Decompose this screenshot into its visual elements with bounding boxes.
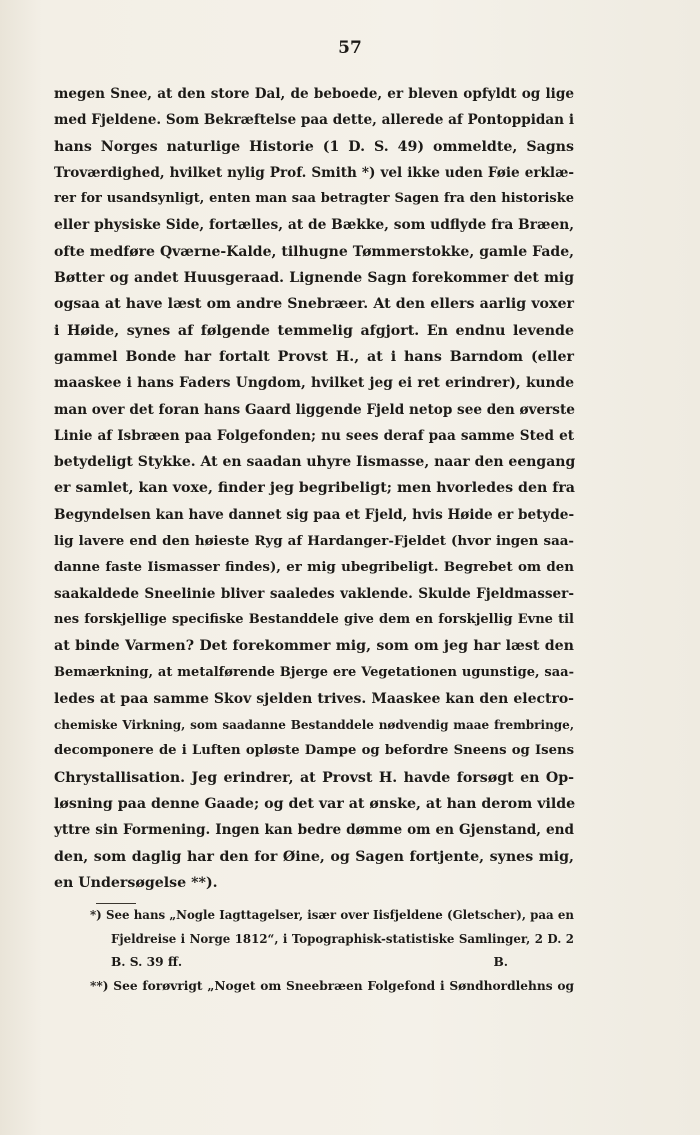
text-line: megen Snee, at den store Dal, de beboede, er bleven opfyldt og lige [54,86,574,102]
footnote-line: Fjeldreise i Norge 1812“, i Topographisk-statistiske Samlinger, 2 D. 2 [111,931,574,946]
footnotes [54,904,574,998]
body-text [54,81,574,896]
text-line: danne faste Iismasser findes), er mig ubegribeligt. Begrebet om den [54,559,574,576]
text-line: ofte medføre Qværne-Kalde, tilhugne Tømmerstokke, gamle Fade, [54,243,574,260]
text-line: saakaldede Sneelinie bliver saaledes vaklende. Skulde Fjeldmasser- [54,585,574,602]
text-line: man over det foran hans Gaard liggende Fjeld netop see den øverste [54,401,575,418]
text-line: med Fjeldene. Som Bekræftelse paa dette, allerede af Pontoppidan i [54,112,574,129]
text-line: maaskee i hans Faders Ungdom, hvilket jeg ei ret erindrer), kunde [54,375,574,392]
footnote-line: *) See hans „Nogle Iagttagelser, især over Iisfjeldene (Gletscher), paa en [90,908,574,922]
text-line: lig lavere end den høieste Ryg af Hardanger-Fjeldet (hvor ingen saa- [54,533,574,550]
text-line: rer for usandsynligt, enten man saa betragter Sagen fra den historiske [54,191,574,207]
text-line: hans Norges naturlige Historie (1 D. S. 49) ommeldte, Sagns [54,138,574,155]
text-line: decomponere de i Luften opløste Dampe og befordre Sneens og Isens [54,743,574,759]
text-line: eller physiske Side, fortælles, at de Bække, som udflyde fra Bræen, [54,217,575,234]
text-line: yttre sin Formening. Ingen kan bedre dømme om en Gjenstand, end [54,822,574,839]
text-line: Bemærkning, at metalførende Bjerge ere Vegetationen ugunstige, saa- [54,664,574,680]
text-line: nes forskjellige specifiske Bestanddele give dem en forskjellig Evne til [54,611,574,627]
text-line: løsning paa denne Gaade; og det var at ønske, at han derom vilde [54,796,576,813]
footnote-line: **) See forøvrigt „Noget om Sneebræen Folgefond i Søndhordlehns og [90,978,574,993]
footnote-line-text: B. S. 39 ff. [111,955,183,969]
text-line: Bøtter og andet Huusgeraad. Lignende Sagn forekommer det mig [54,270,574,287]
text-line: den, som daglig har den for Øine, og Sagen fortjente, synes mig, [54,848,574,865]
text-line: ogsaa at have læst om andre Snebræer. At den ellers aarlig voxer [54,296,574,313]
page-number: 57 [338,38,362,58]
footnote-line-with-signature [54,951,574,975]
text-line: at binde Varmen? Det forekommer mig, som om jeg har læst den [54,638,574,655]
text-line: i Høide, synes af følgende temmelig afgjort. En endnu levende [54,322,574,339]
text-line: Linie af Isbræen paa Folgefonden; nu sees deraf paa samme Sted et [54,427,574,444]
text-line: gammel Bonde har fortalt Provst H., at i hans Barndom (eller [54,348,574,365]
text-line: er samlet, kan voxe, finder jeg begribeligt; men hvorledes den fra [54,480,575,497]
text-line: Begyndelsen kan have dannet sig paa et Fjeld, hvis Høide er betyde- [54,506,575,523]
text-line: chemiske Virkning, som saadanne Bestanddele nødvendig maae frembringe, [54,718,574,733]
text-line: en Undersøgelse **). [54,874,218,891]
footnote-signature: B. [493,955,508,969]
text-line: betydeligt Stykke. At en saadan uhyre Iismasse, naar den eengang [54,454,576,471]
text-line: Troværdighed, hvilket nylig Prof. Smith *) vel ikke uden Føie erklæ- [54,164,574,181]
text-line: Chrystallisation. Jeg erindrer, at Provst H. havde forsøgt en Op- [54,769,574,786]
text-line: ledes at paa samme Skov sjelden trives. Maaskee kan den electro- [54,690,574,707]
